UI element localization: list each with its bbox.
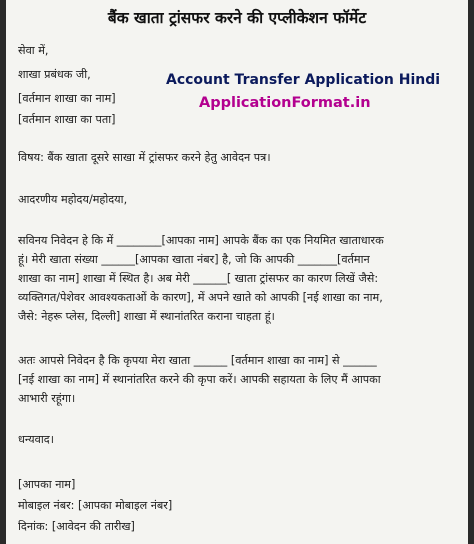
- subject-line: विषय: बैंक खाता दूसरे साखा में ट्रांसफर करने हेतु आवेदन पत्र।: [18, 151, 271, 164]
- document-title: बैंक खाता ट्रांसफर करने की एप्लीकेशन फॉर्मेट: [107, 9, 367, 27]
- brand-heading: Account Transfer Application Hindi: [166, 72, 441, 88]
- body-paragraph-1: [18, 234, 468, 329]
- body-line: व्यक्तिगत/पेशेवर आवश्यकताओं के कारण], में अपने खाते को आपकी [नई शाखा का नाम,: [18, 291, 383, 304]
- address-line: सेवा में,: [18, 44, 49, 57]
- address-line: शाखा प्रबंधक जी,: [18, 68, 91, 81]
- signature-mobile: मोबाइल नंबर: [आपका मोबाइल नंबर]: [18, 499, 173, 512]
- body-line: अतः आपसे निवेदन है कि कृपया मेरा खाता ______ [वर्तमान शाखा का नाम] से ______: [18, 354, 377, 367]
- address-line: [वर्तमान शाखा का पता]: [18, 113, 116, 126]
- closing: धन्यवाद।: [18, 433, 54, 446]
- body-paragraph-2: [18, 354, 468, 411]
- salutation: आदरणीय महोदय/महोदया,: [18, 193, 128, 206]
- signature-date: दिनांक: [आवेदन की तारीख]: [18, 520, 135, 533]
- brand-site: ApplicationFormat.in: [199, 95, 371, 111]
- body-line: सविनय निवेदन हे कि में ________[आपका नाम] आपके बैंक का एक नियमित खाताधारक: [18, 234, 384, 247]
- letter-page: [6, 0, 468, 544]
- body-line: [नई शाखा का नाम] में स्थानांतरित करने की कृपा करें। आपकी सहायता के लिए मैं आपका: [18, 373, 381, 386]
- body-line: शाखा का नाम] शाखा में स्थित है। अब मेरी ______[ खाता ट्रांसफर का कारण लिखें जैसे:: [18, 272, 379, 285]
- address-line: [वर्तमान शाखा का नाम]: [18, 92, 116, 105]
- signature-name: [आपका नाम]: [18, 478, 76, 491]
- body-line: हूं। मेरी खाता संख्या ______[आपका खाता नंबर] है, जो कि आपकी _______[वर्तमान: [18, 253, 370, 266]
- body-line: जैसे: नेहरू प्लेस, दिल्ली] शाखा में स्थानांतरित कराना चाहता हूं।: [18, 310, 275, 323]
- body-line: आभारी रहूंगा।: [18, 392, 76, 405]
